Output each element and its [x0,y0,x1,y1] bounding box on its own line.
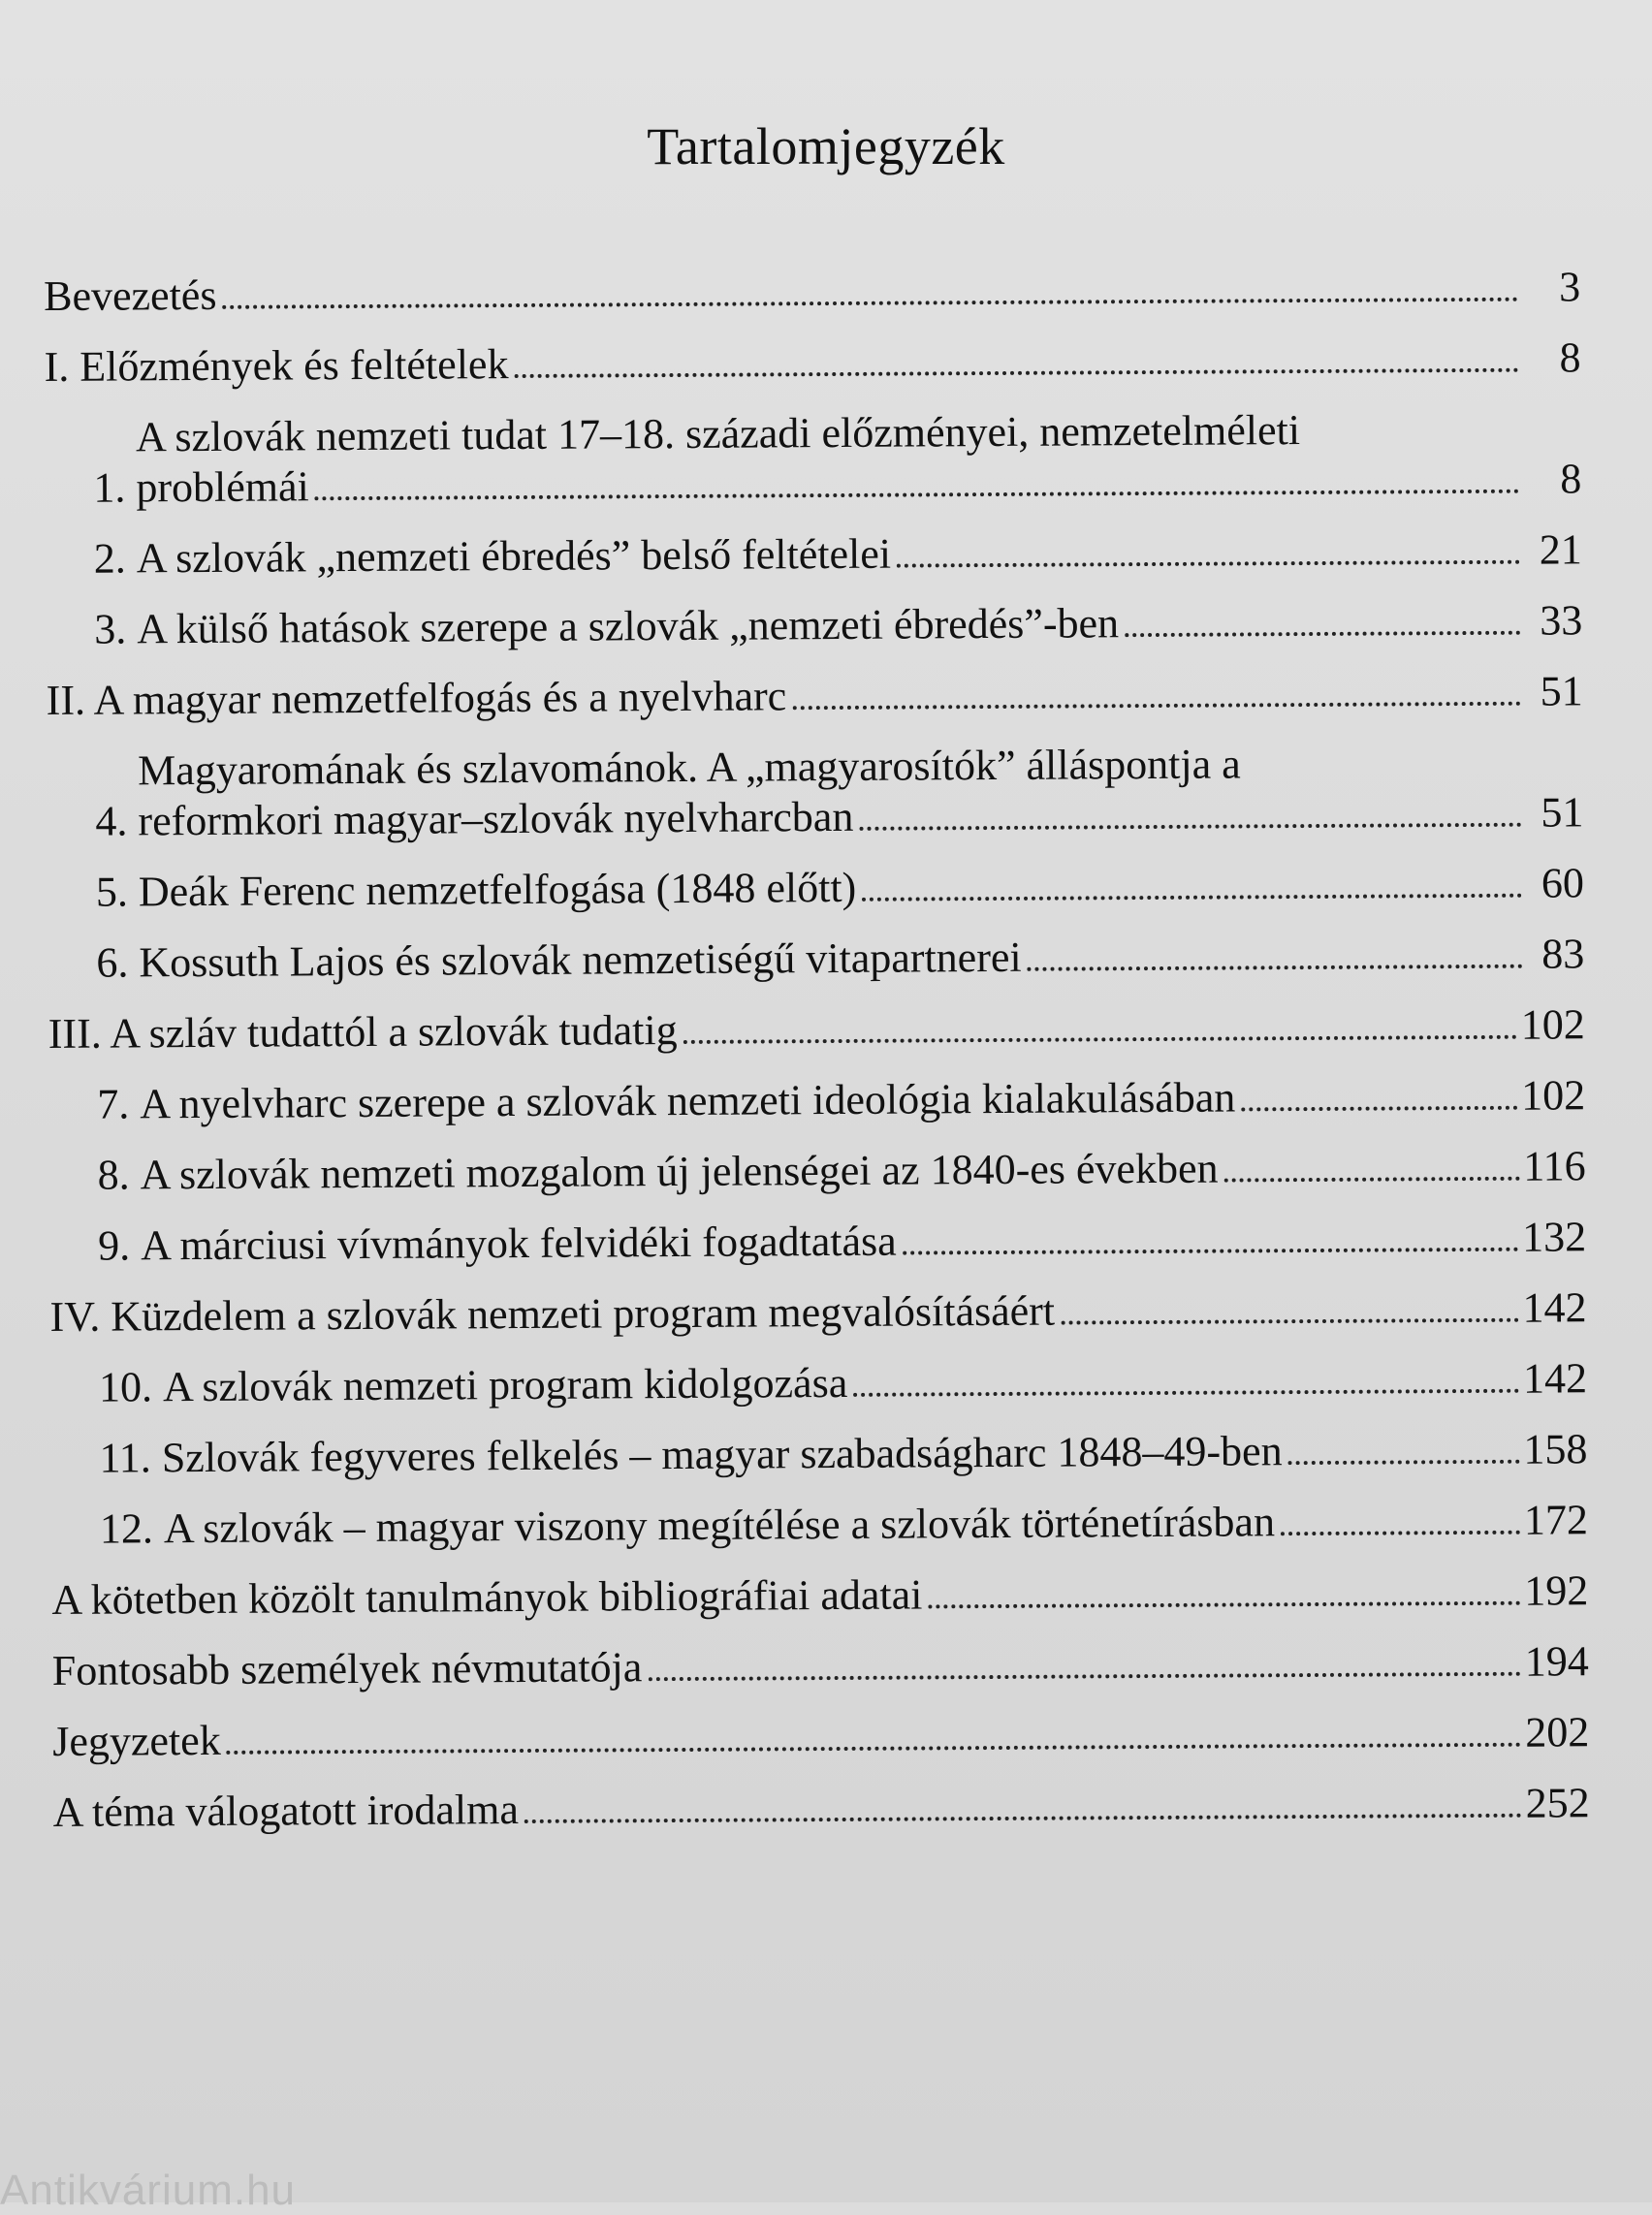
toc-page-number: 21 [1539,525,1582,574]
dot-leader [648,1672,1520,1682]
dot-leader [903,1248,1518,1255]
toc-entry [51,1495,1588,1555]
dot-leader [1224,1177,1520,1183]
toc-page-number: 194 [1524,1637,1589,1686]
toc-entry-number: 7. [97,1080,141,1128]
toc-entry [50,1353,1587,1413]
toc-entry [48,858,1584,918]
toc-entry [48,999,1585,1060]
toc-entry-title: I. Előzmények és feltételek [44,340,509,391]
toc-page-number: 172 [1523,1496,1589,1544]
toc-entry-title: A szlovák „nemzeti ébredés” belső feltételei [136,529,892,583]
toc-entry-title: Szlovák fegyveres felkelés – magyar szabadságharc 1848–49-ben [161,1427,1283,1482]
toc-entry-title: A nyelvharc szerepe a szlovák nemzeti ideológia kialakulásában [140,1073,1236,1128]
toc-page-number: 8 [1560,455,1582,503]
toc-entry-title: A szlovák nemzeti tudat 17–18. századi előzményei, nemzetelméleti [135,406,1301,461]
toc-page-number: 33 [1540,596,1583,645]
toc-page-number: 8 [1559,333,1581,382]
toc-page-number: 83 [1541,930,1585,978]
toc-entry-number: 12. [99,1504,165,1553]
dot-leader [897,560,1520,568]
toc-page-number: 102 [1521,1071,1586,1120]
toc-entry [47,737,1584,847]
toc-entry-title: Bevezetés [44,270,217,320]
toc-entry-title: A szlovák – magyar viszony megítélése a szlovák történetírásban [163,1498,1276,1553]
dot-leader [929,1601,1521,1609]
toc-entry-number: 9. [97,1221,142,1270]
toc-entry-title: A szlovák nemzeti mozgalom új jelenségei az 1840-es években [140,1144,1219,1199]
toc-entry [44,332,1580,393]
toc-entry [46,595,1582,655]
dot-leader [1288,1460,1520,1465]
toc-page-number: 142 [1522,1354,1588,1403]
dot-leader [223,298,1519,309]
toc-entry-title: Magyaromának és szlavománok. A „magyarosítók” álláspontja a [137,740,1241,795]
toc-page-number: 116 [1523,1142,1586,1190]
table-of-contents [44,262,1590,1858]
toc-entry [49,1212,1586,1272]
toc-page-number: 142 [1522,1283,1587,1332]
toc-entry-title-continued: reformkori magyar–szlovák nyelvharcban [138,792,854,845]
toc-entry [51,1566,1588,1626]
toc-page-number: 132 [1521,1213,1587,1261]
toc-entry [53,1778,1590,1838]
toc-entry-number: 10. [98,1363,164,1411]
toc-entry-title: A téma válogatott irodalma [52,1786,520,1836]
dot-leader [1061,1318,1519,1325]
dot-leader [524,1814,1522,1823]
toc-entry [44,262,1580,322]
toc-entry-title: A külső hatások szerepe a szlovák „nemzeti ébredés”-ben [137,599,1120,653]
toc-page-number: 192 [1524,1566,1589,1615]
toc-entry-title: Fontosabb személyek névmutatója [51,1643,643,1694]
toc-entry [50,1424,1587,1484]
toc-page-number: 102 [1520,1000,1585,1049]
toc-page-number: 202 [1525,1708,1590,1756]
dot-leader [859,823,1521,831]
toc-entry-title: Jegyzetek [52,1716,221,1765]
toc-page-number: 51 [1540,667,1583,715]
toc-entry-number: 1. [93,463,137,512]
toc-entry [49,1141,1586,1201]
toc-entry [45,403,1582,514]
toc-page-number: 158 [1523,1425,1588,1473]
dot-leader [853,1389,1519,1397]
dot-leader [792,702,1520,711]
dot-leader [1028,965,1523,971]
toc-entry-title: IV. Küzdelem a szlovák nemzeti program megvalósításáért [49,1286,1056,1341]
toc-entry-number: 5. [95,868,140,916]
toc-page-number: 252 [1525,1779,1590,1827]
toc-page-number: 60 [1541,859,1585,907]
toc-entry-title: A márciusi vívmányok felvidéki fogadtatása [140,1217,897,1270]
dot-leader [1281,1531,1520,1536]
toc-entry-title: III. A szláv tudattól a szlovák tudatig [48,1006,678,1058]
dot-leader [315,490,1520,501]
dot-leader [515,368,1519,378]
toc-entry-number: 4. [95,797,139,845]
toc-entry-number: 6. [96,938,140,987]
toc-entry-number: 11. [99,1434,163,1482]
toc-entry-title-continued: problémái [136,462,309,512]
toc-entry-title: II. A magyar nemzetfelfogás és a nyelvharc [46,672,787,724]
toc-entry [47,666,1583,726]
toc-entry-title: Deák Ferenc nemzetfelfogása (1848 előtt) [138,863,857,916]
toc-entry-title: A kötetben közölt tanulmányok bibliográfiai adatai [51,1570,923,1624]
toc-entry-number: 3. [94,605,138,653]
toc-page-number: 3 [1558,263,1581,311]
toc-entry [46,524,1582,585]
toc-entry-number: 8. [97,1151,141,1199]
toc-entry-title: Kossuth Lajos és szlovák nemzetiségű vitapartnerei [139,933,1022,987]
toc-entry [52,1636,1589,1696]
page-title: Tartalomjegyzék [647,117,1005,175]
toc-entry [52,1707,1589,1767]
toc-entry [49,1282,1586,1343]
toc-entry [48,929,1584,989]
dot-leader [683,1035,1517,1044]
dot-leader [227,1743,1522,1755]
toc-entry [48,1070,1585,1130]
dot-leader [862,894,1522,902]
toc-entry-number: 2. [93,534,137,583]
dot-leader [1241,1106,1517,1112]
toc-page-number: 51 [1541,788,1584,837]
toc-entry-title: A szlovák nemzeti program kidolgozása [162,1358,848,1411]
dot-leader [1125,631,1520,637]
watermark: Antikvárium.hu [0,2167,297,2214]
